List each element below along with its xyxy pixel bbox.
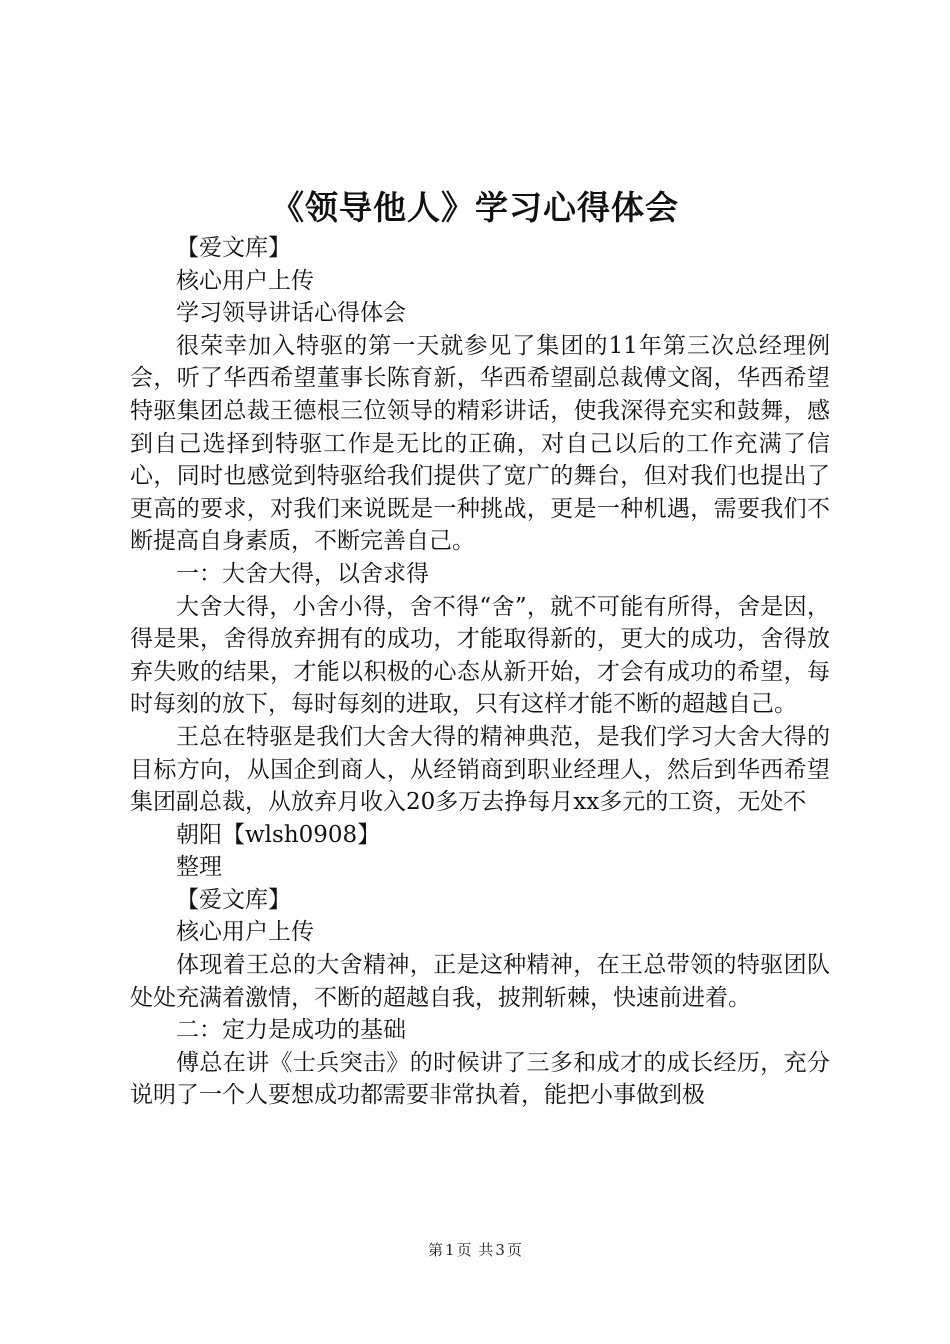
paragraph: 整理 <box>176 854 222 881</box>
paragraph: 王总在特驱是我们大舍大得的精神典范，是我们学习大舍大得的目标方向，从国企到商人，从经销商到职业经理人，然后到华西希望集团副总裁，从放弃月收入20多万去挣每月xx多元的工资，无处不 <box>130 723 830 816</box>
page-unit: 页 <box>456 1241 472 1259</box>
document-title: 《领导他人》学习心得体会 <box>271 188 679 227</box>
document-body <box>130 232 830 1112</box>
paragraph: 学习领导讲话心得体会 <box>176 300 406 327</box>
paragraph: 【爱文库】 <box>176 886 291 913</box>
paragraph: 大舍大得，小舍小得，舍不得“舍”，就不可能有所得，舍是因，得是果，舍得放弃拥有的成功，才能取得新的，更大的成功，舍得放弃失败的结果，才能以积极的心态从新开始，才会有成功的希望，每时每刻的放下，每时每刻的进取，只有这样才能不断的超越自己。 <box>130 593 830 718</box>
paragraph: 很荣幸加入特驱的第一天就参见了集团的11年第三次总经理例会，听了华西希望董事长陈育新，华西希望副总裁傅文阁，华西希望特驱集团总裁王德根三位领导的精彩讲话，使我深得充实和鼓舞，感到自己选择到特驱工作是无比的正确，对自己以后的工作充满了信心，同时也感觉到特驱给我们提供了宽广的舞台，但对我们也提出了更高的要求，对我们来说既是一种挑战，更是一种机遇，需要我们不断提高自身素质，不断完善自己。 <box>130 332 830 555</box>
page-current: 1 <box>445 1241 455 1259</box>
paragraph: 核心用户上传 <box>176 919 314 946</box>
paragraph: 【爱文库】 <box>176 235 291 261</box>
total-unit: 页 <box>506 1241 522 1259</box>
paragraph: 体现着王总的大舍精神，正是这种精神，在王总带领的特驱团队处处充满着激情，不断的超越自我，披荆斩棘，快速前进着。 <box>130 952 830 1011</box>
page-total: 3 <box>495 1241 505 1259</box>
total-label: 共 <box>478 1241 494 1259</box>
section-heading: 二：定力是成功的基础 <box>176 1017 406 1044</box>
paragraph: 核心用户上传 <box>176 267 314 294</box>
paragraph: 傅总在讲《士兵突击》的时候讲了三多和成才的成长经历，充分说明了一个人要想成功都需要非常执着，能把小事做到极 <box>130 1049 830 1109</box>
page-label: 第 <box>428 1241 444 1259</box>
section-heading: 一：大舍大得，以舍求得 <box>176 560 429 587</box>
page-footer <box>0 1240 950 1260</box>
paragraph: 朝阳【wlsh0908】 <box>176 821 381 848</box>
